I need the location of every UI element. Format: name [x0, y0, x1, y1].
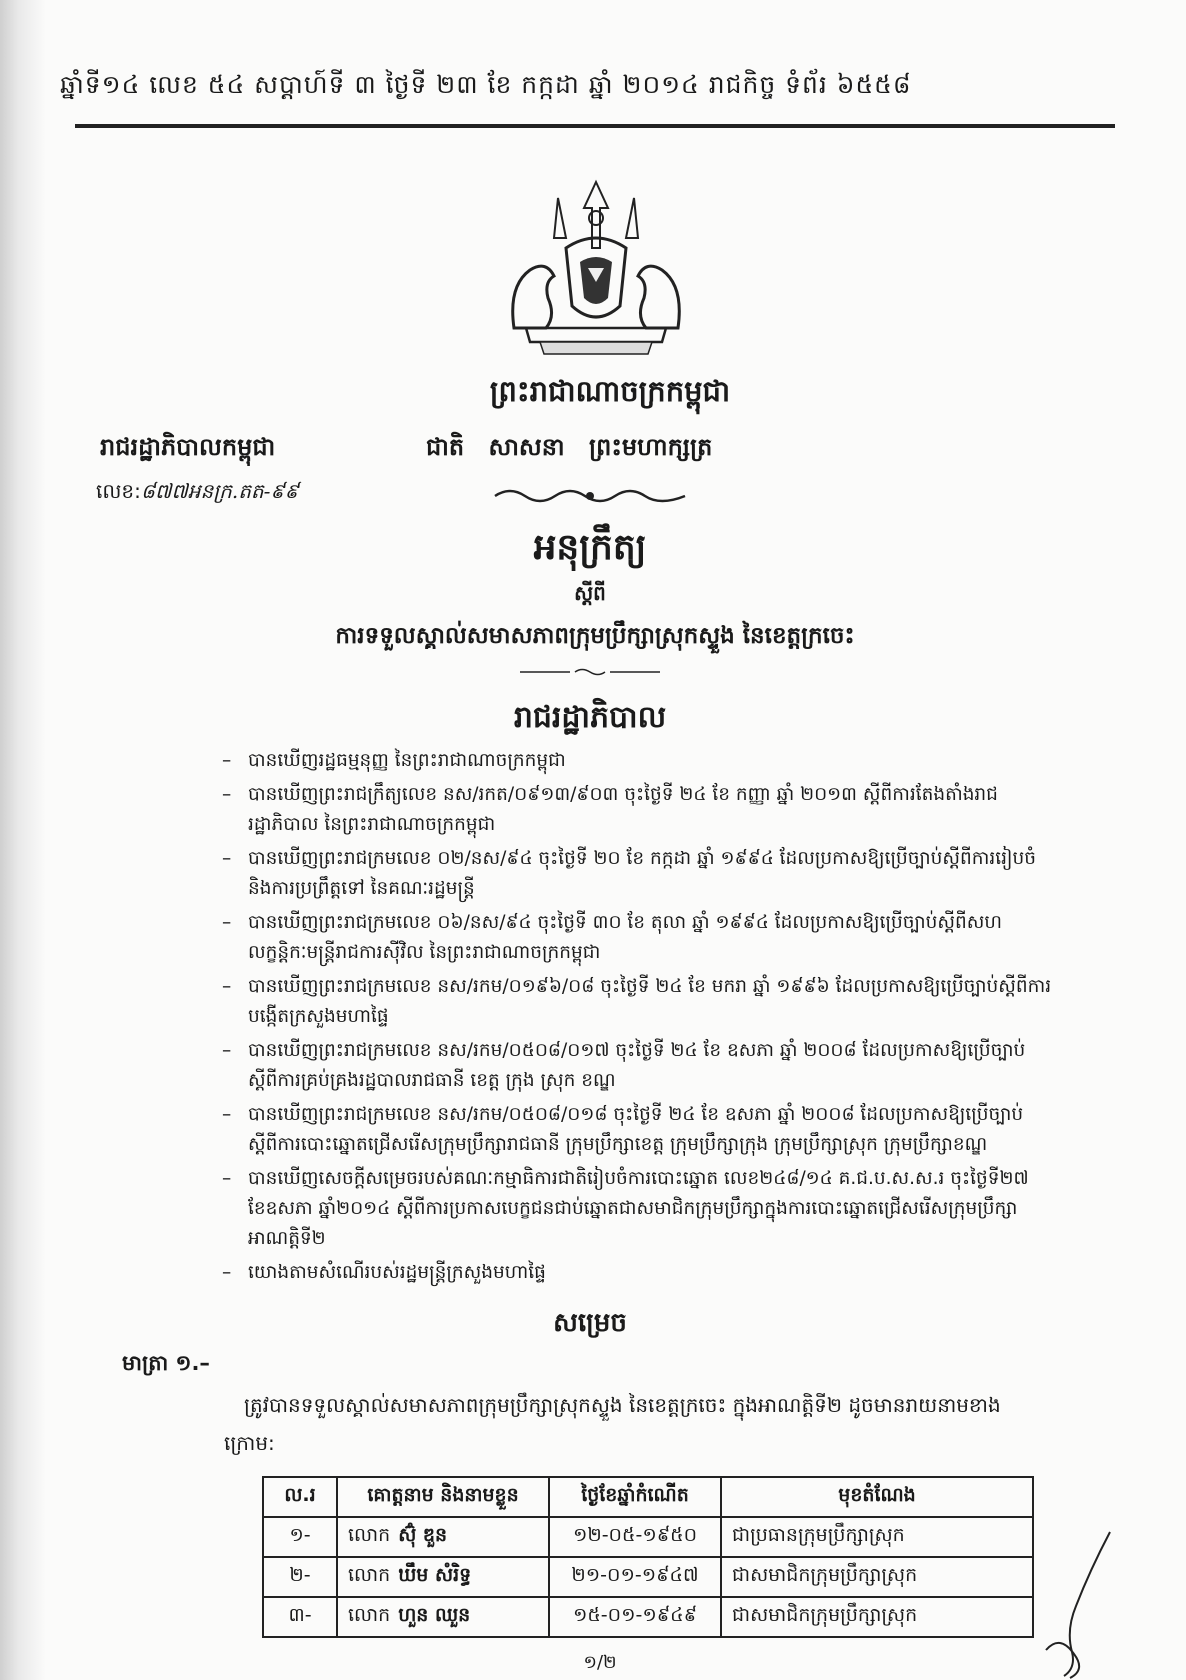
members-table [262, 1476, 1034, 1638]
kingdom-title: ព្រះរាជាណាចក្រកម្ពុជា [489, 374, 731, 408]
list-item-text: បានឃើញព្រះរាជក្រមលេខ ០២/នស/៩៤ ចុះថ្ងៃទី ២០ ខែ កក្កដា ឆ្នាំ ១៩៩៤ ដែលប្រកាសឱ្យប្រើច្បាប់ស្តីពីការរៀបចំ និងការប្រព្រឹត្តទៅ នៃគណៈរដ្ឋមន្ត្រី [248, 848, 1036, 899]
cell-position: ជាប្រធានក្រុមប្រឹក្សាស្រុក [721, 1517, 1033, 1557]
cell-dob: ២១-០១-១៩៤៧ [549, 1557, 721, 1597]
table-row [263, 1557, 1033, 1597]
cell-number: ៣- [263, 1597, 337, 1637]
list-dash: – [222, 976, 232, 997]
article-label: មាត្រា ១.– [122, 1351, 210, 1375]
list-item [222, 780, 1052, 840]
document-number [96, 478, 299, 508]
list-item [222, 746, 1052, 776]
cell-name [337, 1517, 549, 1557]
honorific: លោក [348, 1604, 391, 1626]
document-subject: ការទទួលស្គាល់សមាសភាពក្រុមប្រឹក្សាស្រុកស្ទួង នៃខេត្តក្រចេះ [335, 623, 855, 649]
list-dash: – [222, 1262, 232, 1283]
list-dash: – [222, 912, 232, 933]
list-dash: – [222, 848, 232, 869]
page-number: ១/២ [583, 1652, 617, 1673]
list-item [222, 908, 1052, 968]
document-type: អនុក្រឹត្យ [533, 527, 647, 568]
table-row [263, 1597, 1033, 1637]
column-header-name: គោត្តនាម និងនាមខ្លួន [337, 1477, 549, 1517]
list-item-text: បានឃើញព្រះរាជក្រមលេខ នស/រកម/០១៩៦/០៨ ចុះថ្ងៃទី ២៤ ខែ មករា ឆ្នាំ ១៩៩៦ ដែលប្រកាសឱ្យប្រើច្បាប់ស្តីពីការបង្កើតក្រសួងមហាផ្ទៃ [248, 976, 1052, 1027]
decision-heading: សម្រេច [553, 1308, 627, 1338]
list-dash: – [222, 784, 232, 805]
cell-number: ២- [263, 1557, 337, 1597]
handwritten-signature-icon [1030, 1530, 1150, 1680]
list-item-text: បានឃើញព្រះរាជក្រឹត្យលេខ នស/រកត/០៩១៣/៩០៣ ចុះថ្ងៃទី ២៤ ខែ កញ្ញា ឆ្នាំ ២០១៣ ស្តីពីការតែងតាំងរាជរដ្ឋាភិបាល នៃព្រះរាជាណាចក្រកម្ពុជា [248, 784, 998, 835]
list-item [222, 844, 1052, 904]
cell-position: ជាសមាជិកក្រុមប្រឹក្សាស្រុក [721, 1597, 1033, 1637]
document-number-value: ៨៧៧អនក្រ.តត-៩៩ [140, 479, 299, 503]
cell-name [337, 1557, 549, 1597]
article-text: ត្រូវបានទទួលស្គាល់សមាសភាពក្រុមប្រឹក្សាស្រុកស្ទួង នៃខេត្តក្រចេះ ក្នុងអាណត្តិទី២ ដូចមានរាយនាមខាងក្រោម: [224, 1393, 1001, 1455]
list-item-text: បានឃើញរដ្ឋធម្មនុញ្ញ នៃព្រះរាជាណាចក្រកម្ពុជា [248, 750, 566, 771]
cell-dob: ១២-០៥-១៩៥០ [549, 1517, 721, 1557]
list-item [222, 1100, 1052, 1160]
list-item-text: បានឃើញសេចក្តីសម្រេចរបស់គណៈកម្មាធិការជាតិរៀបចំការបោះឆ្នោត លេខ២៤៨/១៤ គ.ជ.ប.ស.ស.រ ចុះថ្ងៃទី២៧ ខែឧសភា ឆ្នាំ២០១៤ ស្តីពីការប្រកាសបេក្ខជនជាប់ឆ្នោតជាសមាជិកក្រុមប្រឹក្សាក្នុងការបោះឆ្នោតជ្រើសរើសក្រុមប្រឹក្សា អាណត្តិទី២ [248, 1168, 1029, 1249]
ornament-flourish [490, 486, 690, 506]
national-motto: ជាតិ សាសនា ព្រះមហាក្សត្រ [426, 433, 713, 461]
list-item [222, 1036, 1052, 1096]
list-dash: – [222, 1168, 232, 1189]
table-header-row [263, 1477, 1033, 1517]
member-name: ឃឹម សំរិទ្ធ [398, 1564, 472, 1586]
list-item-text: បានឃើញព្រះរាជក្រមលេខ ០៦/នស/៩៤ ចុះថ្ងៃទី ៣០ ខែ តុលា ឆ្នាំ ១៩៩៤ ដែលប្រកាសឱ្យប្រើច្បាប់ស្តីពីសហលក្ខន្តិកៈមន្ត្រីរាជការស៊ីវិល នៃព្រះរាជាណាចក្រកម្ពុជា [248, 912, 1002, 963]
gazette-header: ឆ្នាំទី១៤ លេខ ៥៤ សប្តាហ៍ទី ៣ ថ្ងៃទី ២៣ ខែ កក្កដា ឆ្នាំ ២០១៤ រាជកិច្ច ទំព័រ ៦៥៥៨ [60, 70, 912, 99]
list-item [222, 1258, 1052, 1288]
cell-dob: ១៥-០១-១៩៤៩ [549, 1597, 721, 1637]
member-name: ហួន ឈួន [398, 1604, 471, 1626]
column-header-number: ល.រ [263, 1477, 337, 1517]
honorific: លោក [348, 1564, 391, 1586]
document-number-label: លេខ: [96, 479, 141, 503]
cell-number: ១- [263, 1517, 337, 1557]
cell-name [337, 1597, 549, 1637]
list-item [222, 1164, 1052, 1254]
concerning-label: ស្តីពី [574, 581, 606, 605]
list-item-text: បានឃើញព្រះរាជក្រមលេខ នស/រកម/០៥០៨/០១៨ ចុះថ្ងៃទី ២៤ ខែ ឧសភា ឆ្នាំ ២០០៨ ដែលប្រកាសឱ្យប្រើច្បាប់ស្តីពីការបោះឆ្នោតជ្រើសរើសក្រុមប្រឹក្សារាជធានី ក្រុមប្រឹក្សាខេត្ត ក្រុមប្រឹក្សាក្រុង ក្រុមប្រឹក្សាស្រុក ក្រុមប្រឹក្សាខណ្ឌ [248, 1104, 1024, 1155]
list-item-text: យោងតាមសំណើរបស់រដ្ឋមន្ត្រីក្រសួងមហាផ្ទៃ [248, 1262, 546, 1283]
scan-edge-shadow [0, 0, 46, 1680]
section-divider [520, 667, 660, 677]
honorific: លោក [348, 1524, 391, 1546]
list-item-text: បានឃើញព្រះរាជក្រមលេខ នស/រកម/០៥០៨/០១៧ ចុះថ្ងៃទី ២៤ ខែ ឧសភា ឆ្នាំ ២០០៨ ដែលប្រកាសឱ្យប្រើច្បាប់ស្តីពីការគ្រប់គ្រងរដ្ឋបាលរាជធានី ខេត្ត ក្រុង ស្រុក ខណ្ឌ [248, 1040, 1026, 1091]
header-rule [75, 124, 1115, 128]
issuing-authority: រាជរដ្ឋាភិបាល [513, 700, 667, 735]
list-item [222, 972, 1052, 1032]
list-dash: – [222, 1104, 232, 1125]
column-header-position: មុខតំណែង [721, 1477, 1033, 1517]
list-dash: – [222, 750, 232, 771]
table-row [263, 1517, 1033, 1557]
cell-position: ជាសមាជិកក្រុមប្រឹក្សាស្រុក [721, 1557, 1033, 1597]
column-header-dob: ថ្ងៃខែឆ្នាំកំណើត [549, 1477, 721, 1517]
legal-basis-list [222, 746, 1052, 1292]
government-name: រាជរដ្ឋាភិបាលកម្ពុជា [100, 433, 276, 461]
royal-coat-of-arms-icon [496, 178, 696, 358]
member-name: ស៊ុំ ឌួន [398, 1524, 448, 1546]
list-dash: – [222, 1040, 232, 1061]
